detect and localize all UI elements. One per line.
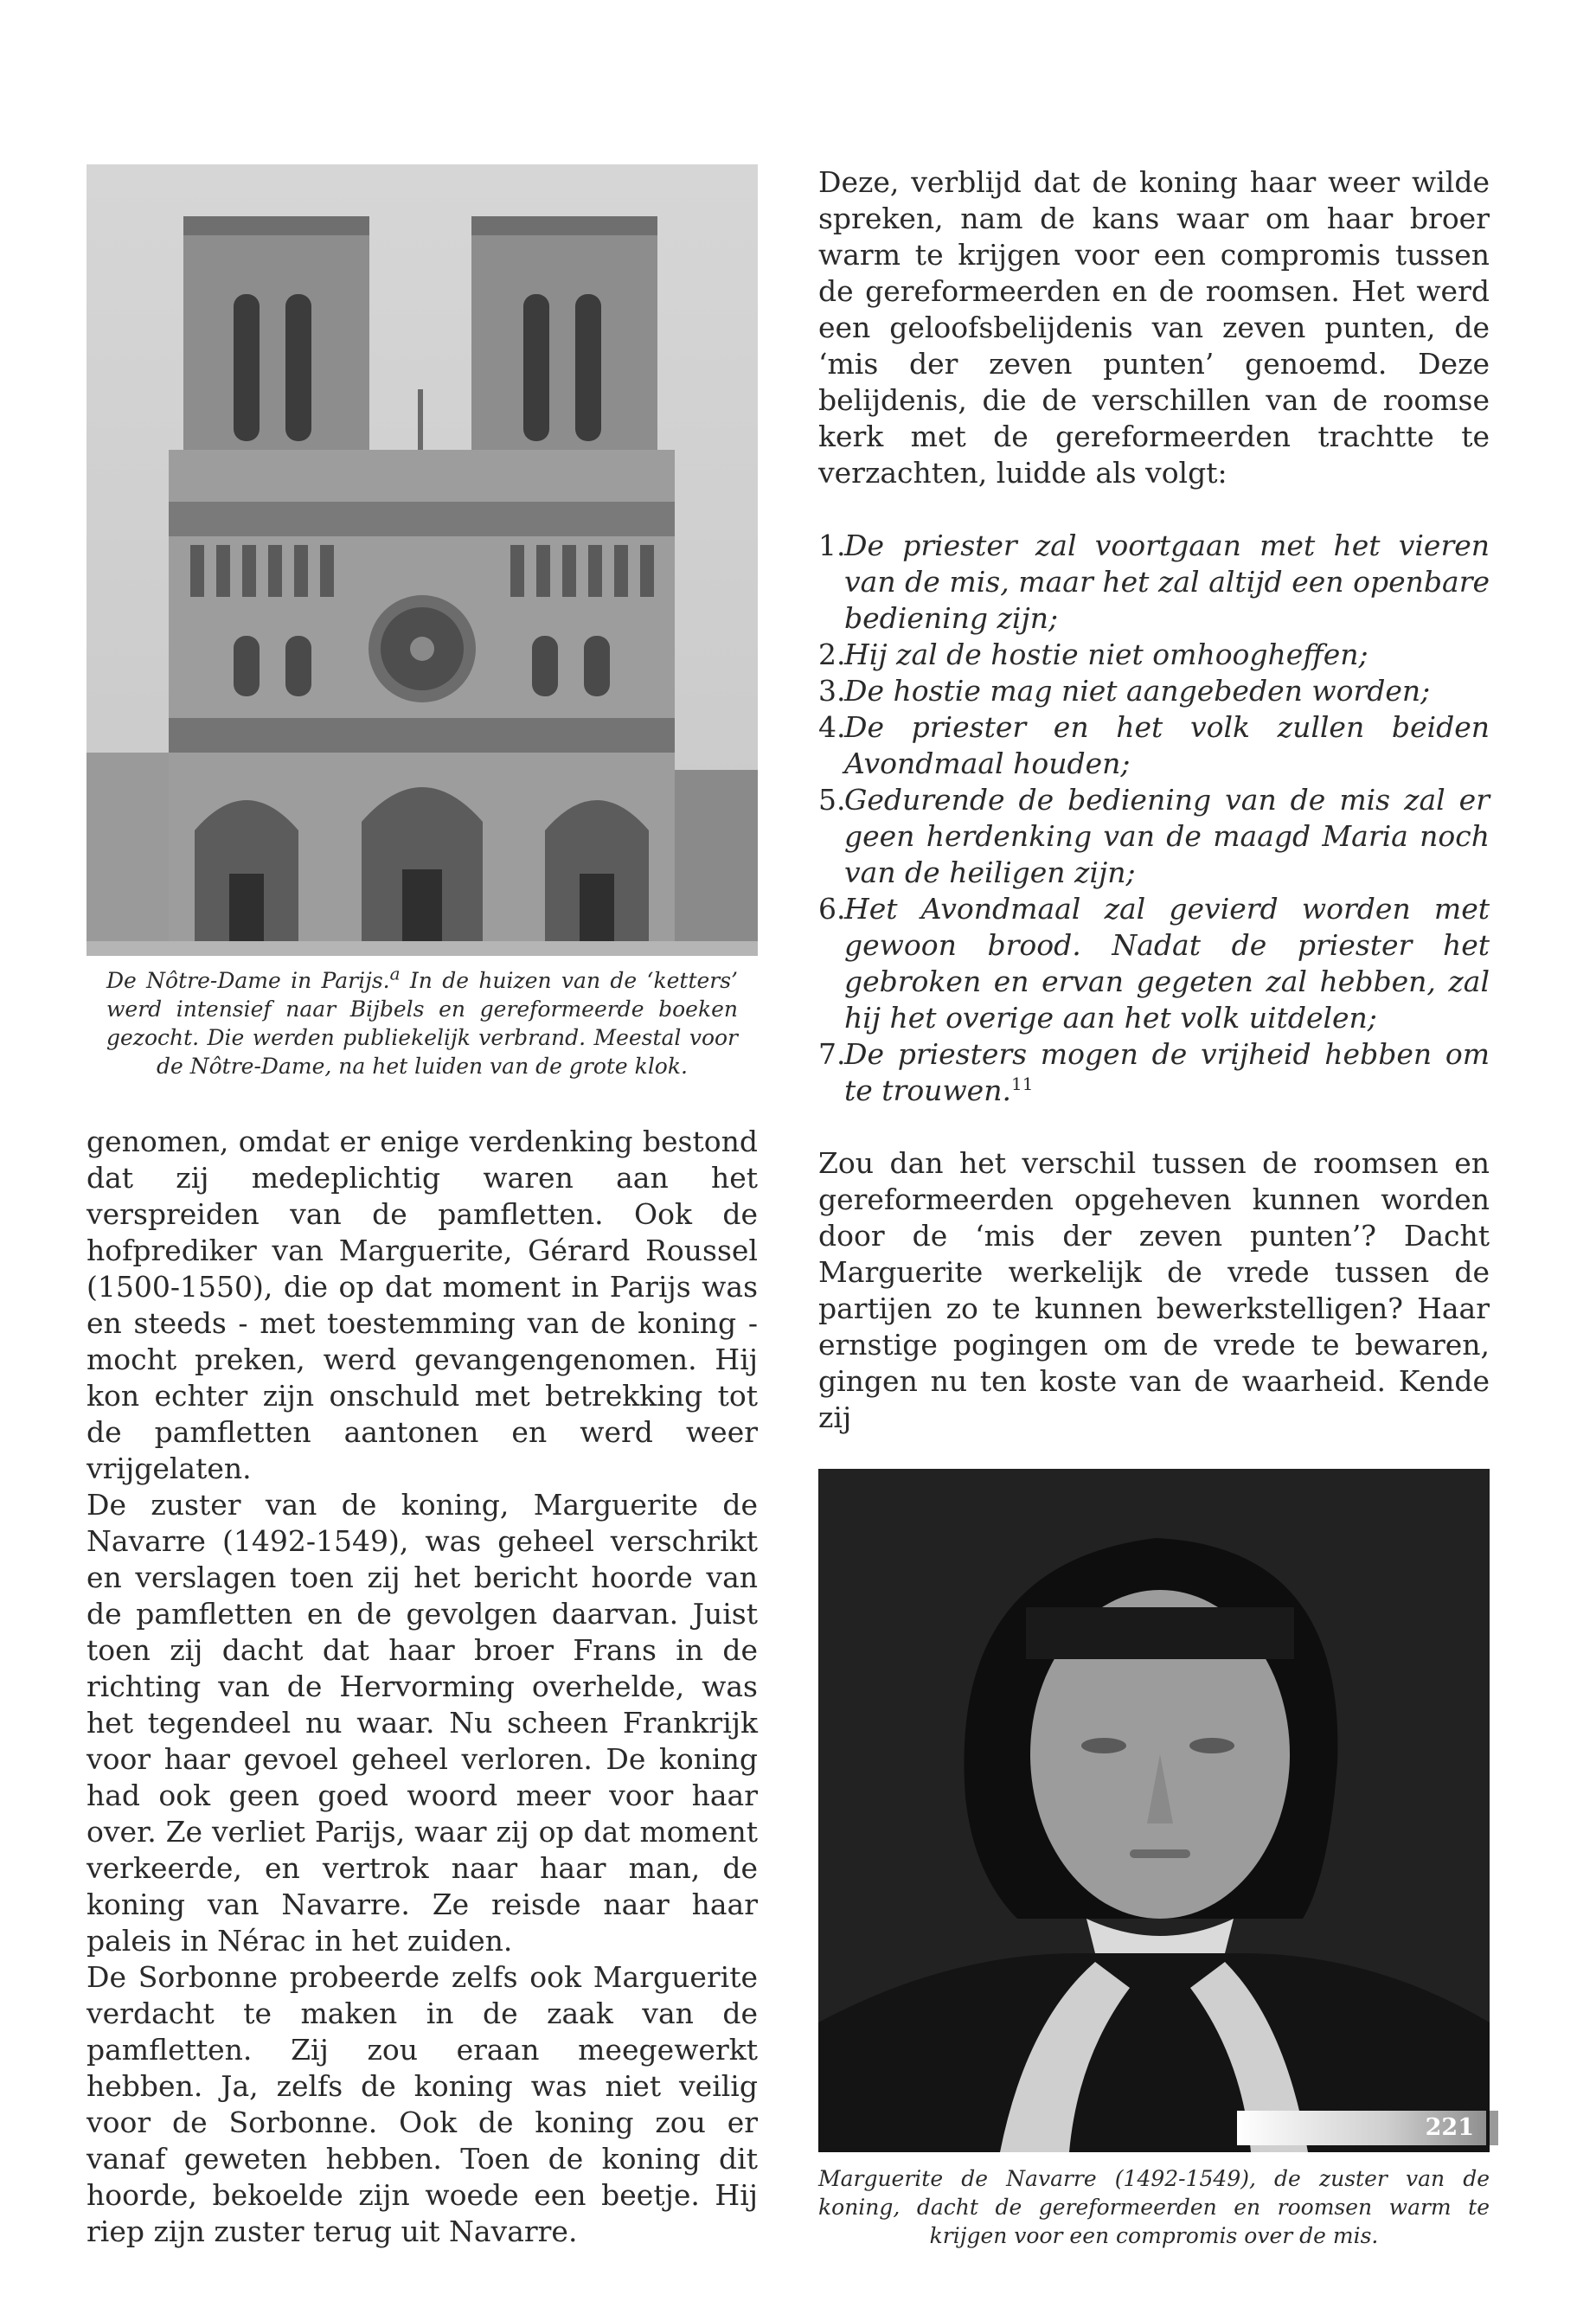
- footnote-ref-11: 11: [1010, 1074, 1034, 1094]
- list-item: 6. Het Avondmaal zal gevierd worden met gewoon brood. Nadat de priester het gebroken en ervan gegeten zal hebben, zal hij het overige aan het volk uitdelen;: [818, 892, 1490, 1035]
- list-item: 7. De priesters mogen de vrijheid hebben om te trouwen.$^{11}$: [818, 1037, 1490, 1107]
- paragraph: De Sorbonne probeerde zelfs ook Marguerite verdacht te maken in de zaak van de pamfletten. Zij zou eraan meegewerkt hebben. Ja, zelfs de koning was niet veilig voor de Sorbonne. Ook de koning zou er vanaf geweten hebben. Toen de koning dit hoorde, bekoelde zijn woede een beetje. Hij riep zijn zuster terug uit Navarre.: [87, 1960, 758, 2248]
- list-item: 1. De priester zal voortgaan met het vieren van de mis, maar het zal altijd een openbare bediening zijn;: [818, 529, 1490, 635]
- paragraph: De zuster van de koning, Marguerite de Navarre (1492-1549), was geheel verschrikt en verslagen toen zij het bericht hoorde van de pamfletten en de gevolgen daarvan. Juist toen zij dacht dat haar broer Frans in de richting van de Hervorming overhelde, was het tegendeel nu waar. Nu scheen Frankrijk voor haar gevoel geheel verloren. De koning had ook geen goed woord meer voor haar over. Ze verliet Parijs, waar zij op dat moment verkeerde, en vertrok naar haar man, de koning van Navarre. Ze reisde naar haar paleis in Nérac in het zuiden.: [87, 1488, 758, 1958]
- right-column: [818, 164, 1490, 2250]
- paragraph: genomen, omdat er enige verdenking bestond dat zij medeplichtig waren aan het verspreiden van de pamfletten. Ook de hofprediker van Marguerite, Gérard Roussel (1500-1550), die op dat moment in Parijs was en steeds - met toestemming van de koning - mocht preken, werd gevangengenomen. Hij kon echter zijn onschuld met betrekking tot de pamfletten aantonen en werd weer vrijgelaten.: [87, 1125, 758, 1485]
- right-body-text: [818, 164, 1490, 491]
- caption-text: In de huizen van de ‘ketters’ werd intensief naar Bijbels en gereformeerde boeken gezocht. Die werden publiekelijk verbrand. Meestal voor de Nôtre-Dame, na het luiden van de grote klok.: [106, 968, 739, 1079]
- outro-paragraph: Zou dan het verschil tussen de roomsen en gereformeerden opgeheven kunnen worden door de ‘mis der zeven punten’? Dacht Marguerite werkelijk de vrede tussen de partijen zo te kunnen bewerkstelligen? Haar ernstige pogingen om de vrede te bewaren, gingen nu ten koste van de waarheid. Kende zij: [818, 1146, 1490, 1434]
- left-body-text: [87, 1124, 758, 2250]
- list-item: 5. Gedurende de bediening van de mis zal er geen herdenking van de maagd Maria noch van de heiligen zijn;: [818, 783, 1490, 889]
- marguerite-portrait: [818, 1469, 1490, 2152]
- footnote-marker-a: a: [389, 963, 401, 984]
- page-number: 221: [1425, 2114, 1474, 2141]
- photo-caption: [106, 963, 739, 1080]
- portrait-illustration: [818, 1469, 1490, 2152]
- left-column: [87, 164, 758, 2250]
- notre-dame-photo: [87, 164, 758, 956]
- portrait-caption: Marguerite de Navarre (1492-1549), de zuster van de koning, dacht de gereformeerden en roomsen warm te krijgen voor een compromis over de mis.: [818, 2166, 1490, 2248]
- list-item: 3. De hostie mag niet aangebeden worden;: [818, 674, 1431, 708]
- page-number-bar: [1237, 2111, 1486, 2145]
- list-item: 4. De priester en het volk zullen beiden Avondmaal houden;: [818, 710, 1490, 780]
- page-number-tick: [1490, 2111, 1498, 2145]
- caption-lead: De Nôtre-Dame in Parijs.: [106, 968, 390, 993]
- seven-points-list: [818, 528, 1490, 1109]
- intro-paragraph: Deze, verblijd dat de koning haar weer wilde spreken, nam de kans waar om haar broer warm te krijgen voor een compromis tussen de gereformeerden en de roomsen. Het werd een geloofsbelijdenis van zeven punten, de ‘mis der zeven punten’ genoemd. Deze belijdenis, die de verschillen van de roomse kerk met de gereformeerden trachtte te verzachten, luidde als volgt:: [818, 165, 1490, 490]
- right-body-text-2: [818, 1145, 1490, 1436]
- list-item: 2. Hij zal de hostie niet omhoogheffen;: [818, 638, 1368, 671]
- notre-dame-illustration: [87, 164, 758, 956]
